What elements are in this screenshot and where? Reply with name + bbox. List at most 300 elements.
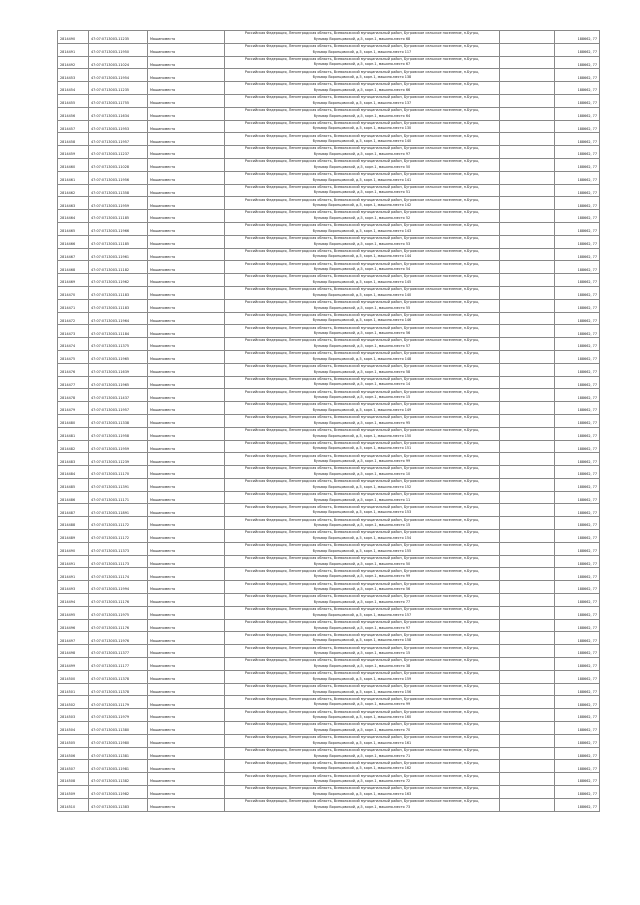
row-number: 2814472	[58, 312, 89, 325]
address-line-1: Российская Федерация, Ленинградская область, Всеволожский муниципальный район, Бугровское сельское поселение, п.Бугры,	[244, 56, 480, 61]
cadastral-number: 47:07:0713003-11184	[89, 325, 148, 338]
cadastral-number: 47:07:0713003-11179	[89, 696, 148, 709]
object-type: Машиноместо	[148, 504, 225, 517]
table-row	[58, 619, 600, 632]
cadastral-number: 47:07:0713003-11966	[89, 222, 148, 235]
postal-code: 188662, 77	[555, 56, 600, 69]
row-number: 2814498	[58, 645, 89, 658]
object-type: Машиноместо	[148, 594, 225, 607]
row-number: 2814482	[58, 440, 89, 453]
address-line-1: Российская Федерация, Ленинградская область, Всеволожский муниципальный район, Бугровское сельское поселение, п.Бугры,	[244, 415, 480, 420]
address-cell	[225, 504, 500, 517]
object-type: Машиноместо	[148, 222, 225, 235]
cadastral-number: 47:07:0713003-11981	[89, 760, 148, 773]
row-number: 2814465	[58, 222, 89, 235]
row-number: 2814487	[58, 504, 89, 517]
address-cell	[225, 760, 500, 773]
address-cell	[225, 158, 500, 171]
row-number: 2814507	[58, 760, 89, 773]
object-type: Машиноместо	[148, 338, 225, 351]
address-line-2: бульвар Воронцовский, д.5, корп.1, машино-место 57	[313, 344, 411, 349]
address-cell	[225, 402, 500, 415]
cadastral-number: 47:07:0713003-11173	[89, 555, 148, 568]
address-line-2: бульвар Воронцовский, д.5, корп.1, машино-место 14	[313, 382, 411, 387]
row-number: 2814478	[58, 389, 89, 402]
address-cell	[225, 69, 500, 82]
address-line-2: бульвар Воронцовский, д.5, корп.1, машино-место 142	[312, 203, 412, 208]
row-number: 2814464	[58, 210, 89, 223]
empty-cell	[500, 158, 555, 171]
postal-code: 188662, 77	[555, 786, 600, 799]
object-type: Машиноместо	[148, 261, 225, 274]
empty-cell	[500, 82, 555, 95]
cadastral-number: 47:07:0713003-11953	[89, 120, 148, 133]
address-line-2: бульвар Воронцовский, д.5, корп.1, машино-место 58	[313, 369, 411, 374]
cadastral-number: 47:07:0713003-11239	[89, 453, 148, 466]
address-cell	[225, 747, 500, 760]
address-line-1: Российская Федерация, Ленинградская область, Всеволожский муниципальный район, Бугровское сельское поселение, п.Бугры,	[244, 338, 480, 343]
cadastral-number: 47:07:0713003-11237	[89, 146, 148, 159]
postal-code: 188662, 77	[555, 696, 600, 709]
cadastral-number: 47:07:0713003-11437	[89, 389, 148, 402]
table-row	[58, 786, 600, 799]
row-number: 2814505	[58, 734, 89, 747]
empty-cell	[500, 286, 555, 299]
address-cell	[225, 709, 500, 722]
address-line-2: бульвар Воронцовский, д.5, корп.1, машино-место 77	[313, 599, 411, 604]
cadastral-number: 47:07:0713003-11377	[89, 645, 148, 658]
table-row	[58, 440, 600, 453]
object-type: Машиноместо	[148, 517, 225, 530]
object-type: Машиноместо	[148, 632, 225, 645]
row-number: 2814495	[58, 606, 89, 619]
cadastral-number: 47:07:0713003-11183	[89, 286, 148, 299]
address-cell	[225, 312, 500, 325]
table-row	[58, 210, 600, 223]
row-number: 2814493	[58, 581, 89, 594]
table-row	[58, 389, 600, 402]
object-type: Машиноместо	[148, 606, 225, 619]
empty-cell	[500, 632, 555, 645]
object-type: Машиноместо	[148, 760, 225, 773]
address-line-1: Российская Федерация, Ленинградская область, Всеволожский муниципальный район, Бугровское сельское поселение, п.Бугры,	[244, 376, 480, 381]
address-line-2: бульвар Воронцовский, д.5, корп.1, машино-место 158	[312, 638, 412, 643]
address-line-1: Российская Федерация, Ленинградская область, Всеволожский муниципальный район, Бугровское сельское поселение, п.Бугры,	[244, 619, 480, 624]
table-row	[58, 466, 600, 479]
table-row	[58, 760, 600, 773]
table-row	[58, 248, 600, 261]
postal-code: 188662, 77	[555, 197, 600, 210]
address-line-2: бульвар Воронцовский, д.5, корп.1, машино-место 51	[313, 190, 411, 195]
table-row	[58, 414, 600, 427]
cadastral-number: 47:07:0713003-11961	[89, 248, 148, 261]
empty-cell	[500, 747, 555, 760]
address-cell	[225, 120, 500, 133]
address-line-2: бульвар Воронцовский, д.5, корп.1, машино-место 15	[313, 651, 411, 656]
table-row	[58, 427, 600, 440]
address-line-2: бульвар Воронцовский, д.5, корп.1, машино-место 71	[313, 753, 411, 758]
cadastral-number: 47:07:0713003-11174	[89, 568, 148, 581]
cadastral-number: 47:07:0713003-11028	[89, 158, 148, 171]
address-cell	[225, 31, 500, 44]
postal-code: 188662, 77	[555, 606, 600, 619]
address-line-1: Российская Федерация, Ленинградская область, Всеволожский муниципальный район, Бугровское сельское поселение, п.Бугры,	[244, 82, 480, 87]
postal-code: 188662, 77	[555, 82, 600, 95]
address-line-1: Российская Федерация, Ленинградская область, Всеволожский муниципальный район, Бугровское сельское поселение, п.Бугры,	[244, 466, 480, 471]
table-row	[58, 453, 600, 466]
address-cell	[225, 414, 500, 427]
registry-page	[57, 30, 597, 812]
empty-cell	[500, 517, 555, 530]
postal-code: 188662, 77	[555, 414, 600, 427]
address-line-1: Российская Федерация, Ленинградская область, Всеволожский муниципальный район, Бугровское сельское поселение, п.Бугры,	[244, 223, 480, 228]
object-type: Машиноместо	[148, 133, 225, 146]
row-number: 2814471	[58, 299, 89, 312]
empty-cell	[500, 325, 555, 338]
address-line-1: Российская Федерация, Ленинградская область, Всеволожский муниципальный район, Бугровское сельское поселение, п.Бугры,	[244, 799, 480, 804]
empty-cell	[500, 709, 555, 722]
cadastral-number: 47:07:0713003-11954	[89, 69, 148, 82]
row-number: 2814461	[58, 171, 89, 184]
object-type: Машиноместо	[148, 107, 225, 120]
address-cell	[225, 389, 500, 402]
object-type: Машиноместо	[148, 568, 225, 581]
address-line-2: бульвар Воронцовский, д.5, корп.1, машино-место 161	[312, 740, 412, 745]
cadastral-number: 47:07:0713003-11358	[89, 184, 148, 197]
object-type: Машиноместо	[148, 709, 225, 722]
empty-cell	[500, 350, 555, 363]
cadastral-number: 47:07:0713003-11176	[89, 619, 148, 632]
empty-cell	[500, 555, 555, 568]
empty-cell	[500, 261, 555, 274]
address-line-1: Российская Федерация, Ленинградская область, Всеволожский муниципальный район, Бугровское сельское поселение, п.Бугры,	[244, 159, 480, 164]
table-row	[58, 376, 600, 389]
cadastral-number: 47:07:0713003-11171	[89, 491, 148, 504]
address-line-2: бульвар Воронцовский, д.5, корп.1, машино-место 159	[312, 676, 412, 681]
postal-code: 188662, 77	[555, 248, 600, 261]
address-cell	[225, 645, 500, 658]
object-type: Машиноместо	[148, 197, 225, 210]
row-number: 2814460	[58, 158, 89, 171]
object-type: Машиноместо	[148, 56, 225, 69]
empty-cell	[500, 197, 555, 210]
table-row	[58, 683, 600, 696]
address-cell	[225, 261, 500, 274]
empty-cell	[500, 568, 555, 581]
address-line-1: Российская Федерация, Ленинградская область, Всеволожский муниципальный район, Бугровское сельское поселение, п.Бугры,	[244, 683, 480, 688]
cadastral-number: 47:07:0713003-11962	[89, 274, 148, 287]
address-line-1: Российская Федерация, Ленинградская область, Всеволожский муниципальный район, Бугровское сельское поселение, п.Бугры,	[244, 364, 480, 369]
row-number: 2814479	[58, 402, 89, 415]
table-row	[58, 69, 600, 82]
table-row	[58, 197, 600, 210]
address-cell	[225, 478, 500, 491]
postal-code: 188662, 77	[555, 619, 600, 632]
object-type: Машиноместо	[148, 274, 225, 287]
table-row	[58, 146, 600, 159]
cadastral-number: 47:07:0713003-11976	[89, 632, 148, 645]
cadastral-number: 47:07:0713003-11391	[89, 478, 148, 491]
cadastral-number: 47:07:0713003-11980	[89, 734, 148, 747]
cadastral-number: 47:07:0713003-11338	[89, 414, 148, 427]
cadastral-number: 47:07:0713003-11956	[89, 171, 148, 184]
table-row	[58, 350, 600, 363]
row-number: 2814509	[58, 786, 89, 799]
address-line-2: бульвар Воронцовский, д.5, корп.1, машино-место 64	[313, 113, 411, 118]
postal-code: 188662, 77	[555, 69, 600, 82]
table-row	[58, 581, 600, 594]
table-row	[58, 517, 600, 530]
postal-code: 188662, 77	[555, 222, 600, 235]
object-type: Машиноместо	[148, 325, 225, 338]
table-row	[58, 325, 600, 338]
table-row	[58, 107, 600, 120]
object-type: Машиноместо	[148, 94, 225, 107]
address-cell	[225, 325, 500, 338]
address-cell	[225, 466, 500, 479]
address-line-2: бульвар Воронцовский, д.5, корп.1, машино-место 10	[313, 471, 411, 476]
empty-cell	[500, 734, 555, 747]
object-type: Машиноместо	[148, 235, 225, 248]
address-line-1: Российская Федерация, Ленинградская область, Всеволожский муниципальный район, Бугровское сельское поселение, п.Бугры,	[244, 555, 480, 560]
postal-code: 188662, 77	[555, 184, 600, 197]
empty-cell	[500, 466, 555, 479]
object-type: Машиноместо	[148, 414, 225, 427]
address-line-2: бульвар Воронцовский, д.5, корп.1, машино-место 97	[313, 625, 411, 630]
cadastral-number: 47:07:0713003-11176	[89, 594, 148, 607]
address-cell	[225, 222, 500, 235]
address-line-2: бульвар Воронцовский, д.5, корп.1, машино-место 141	[312, 177, 412, 182]
cadastral-number: 47:07:0713003-11755	[89, 94, 148, 107]
address-line-1: Российская Федерация, Ленинградская область, Всеволожский муниципальный район, Бугровское сельское поселение, п.Бугры,	[244, 530, 480, 535]
empty-cell	[500, 312, 555, 325]
address-line-2: бульвар Воронцовский, д.5, корп.1, машино-место 148	[312, 356, 412, 361]
empty-cell	[500, 696, 555, 709]
object-type: Машиноместо	[148, 747, 225, 760]
address-line-2: бульвар Воронцовский, д.5, корп.1, машино-место 99	[313, 459, 411, 464]
row-number: 2814488	[58, 517, 89, 530]
empty-cell	[500, 760, 555, 773]
object-type: Машиноместо	[148, 683, 225, 696]
row-number: 2814469	[58, 274, 89, 287]
address-line-2: бульвар Воронцовский, д.5, корп.1, машино-место 157	[312, 612, 412, 617]
row-number: 2814490	[58, 542, 89, 555]
postal-code: 188662, 77	[555, 338, 600, 351]
address-line-2: бульвар Воронцовский, д.5, корп.1, машино-место 143	[312, 228, 412, 233]
address-line-1: Российская Федерация, Ленинградская область, Всеволожский муниципальный район, Бугровское сельское поселение, п.Бугры,	[244, 440, 480, 445]
postal-code: 188662, 77	[555, 133, 600, 146]
address-line-1: Российская Федерация, Ленинградская область, Всеволожский муниципальный район, Бугровское сельское поселение, п.Бугры,	[244, 261, 480, 266]
address-line-2: бульвар Воронцовский, д.5, корп.1, машино-место 11	[313, 497, 411, 502]
row-number: 2814485	[58, 478, 89, 491]
table-row	[58, 261, 600, 274]
address-line-2: бульвар Воронцовский, д.5, корп.1, машино-место 54	[313, 267, 411, 272]
address-line-2: бульвар Воронцовский, д.5, корп.1, машино-место 149	[312, 408, 412, 412]
empty-cell	[500, 786, 555, 799]
row-number: 2814508	[58, 773, 89, 786]
postal-code: 188662, 77	[555, 210, 600, 223]
row-number: 2814491	[58, 43, 89, 56]
address-line-2: бульвар Воронцовский, д.5, корп.1, машино-место 130	[312, 126, 412, 131]
table-row	[58, 43, 600, 56]
address-line-1: Российская Федерация, Ленинградская область, Всеволожский муниципальный район, Бугровское сельское поселение, п.Бугры,	[244, 479, 480, 484]
empty-cell	[500, 146, 555, 159]
object-type: Машиноместо	[148, 645, 225, 658]
postal-code: 188662, 77	[555, 94, 600, 107]
address-line-2: бульвар Воронцовский, д.5, корп.1, машино-место 145	[312, 280, 412, 285]
address-cell	[225, 542, 500, 555]
postal-code: 188662, 77	[555, 235, 600, 248]
postal-code: 188662, 77	[555, 107, 600, 120]
empty-cell	[500, 478, 555, 491]
postal-code: 188662, 77	[555, 312, 600, 325]
address-cell	[225, 146, 500, 159]
address-cell	[225, 94, 500, 107]
address-line-1: Российская Федерация, Ленинградская область, Всеволожский муниципальный район, Бугровское сельское поселение, п.Бугры,	[244, 133, 480, 138]
address-line-2: бульвар Воронцовский, д.5, корп.1, машино-место 55	[313, 305, 411, 310]
address-line-1: Российская Федерация, Ленинградская область, Всеволожский муниципальный район, Бугровское сельское поселение, п.Бугры,	[244, 607, 480, 612]
empty-cell	[500, 581, 555, 594]
address-cell	[225, 683, 500, 696]
address-line-2: бульвар Воронцовский, д.5, корп.1, машино-место 15	[313, 523, 411, 528]
address-line-1: Российская Федерация, Ленинградская область, Всеволожский муниципальный район, Бугровское сельское поселение, п.Бугры,	[244, 351, 480, 356]
address-line-1: Российская Федерация, Ленинградская область, Всеволожский муниципальный район, Бугровское сельское поселение, п.Бугры,	[244, 722, 480, 727]
cadastral-number: 47:07:0713003-11183	[89, 299, 148, 312]
address-line-2: бульвар Воронцовский, д.5, корп.1, машино-место 68	[313, 36, 411, 41]
address-line-2: бульвар Воронцовский, д.5, корп.1, машино-место 153	[312, 510, 412, 515]
address-line-1: Российская Федерация, Ленинградская область, Всеволожский муниципальный район, Бугровское сельское поселение, п.Бугры,	[244, 287, 480, 292]
object-type: Машиноместо	[148, 31, 225, 44]
object-type: Машиноместо	[148, 491, 225, 504]
postal-code: 188662, 77	[555, 363, 600, 376]
address-line-2: бульвар Воронцовский, д.5, корп.1, машино-место 72	[313, 779, 411, 784]
row-number: 2814462	[58, 184, 89, 197]
empty-cell	[500, 670, 555, 683]
address-cell	[225, 619, 500, 632]
table-row	[58, 658, 600, 671]
object-type: Машиноместо	[148, 542, 225, 555]
row-number: 2814491	[58, 568, 89, 581]
address-line-1: Российская Федерация, Ленинградская область, Всеволожский муниципальный район, Бугровское сельское поселение, п.Бугры,	[244, 453, 480, 458]
row-number: 2814470	[58, 286, 89, 299]
row-number: 2814456	[58, 107, 89, 120]
cadastral-number: 47:07:0713003-11957	[89, 133, 148, 146]
postal-code: 188662, 77	[555, 453, 600, 466]
object-type: Машиноместо	[148, 171, 225, 184]
address-line-2: бульвар Воронцовский, д.5, корп.1, машино-место 50	[313, 164, 411, 169]
empty-cell	[500, 363, 555, 376]
table-row	[58, 594, 600, 607]
address-line-1: Российская Федерация, Ленинградская область, Всеволожский муниципальный район, Бугровское сельское поселение, п.Бугры,	[244, 773, 480, 778]
row-number: 2814459	[58, 146, 89, 159]
object-type: Машиноместо	[148, 43, 225, 56]
row-number: 2814453	[58, 69, 89, 82]
table-row	[58, 670, 600, 683]
address-line-1: Российская Федерация, Ленинградская область, Всеволожский муниципальный район, Бугровское сельское поселение, п.Бугры,	[244, 594, 480, 599]
row-number: 2814503	[58, 709, 89, 722]
empty-cell	[500, 453, 555, 466]
cadastral-number: 47:07:0713003-11950	[89, 43, 148, 56]
object-type: Машиноместо	[148, 530, 225, 543]
table-row	[58, 286, 600, 299]
address-cell	[225, 734, 500, 747]
object-type: Машиноместо	[148, 312, 225, 325]
row-number: 2814486	[58, 491, 89, 504]
cadastral-number: 47:07:0713003-11959	[89, 440, 148, 453]
address-line-1: Российская Федерация, Ленинградская область, Всеволожский муниципальный район, Бугровское сельское поселение, п.Бугры,	[244, 786, 480, 791]
address-line-1: Российская Федерация, Ленинградская область, Всеволожский муниципальный район, Бугровское сельское поселение, п.Бугры,	[244, 325, 480, 330]
postal-code: 188662, 77	[555, 530, 600, 543]
address-cell	[225, 43, 500, 56]
address-line-1: Российская Федерация, Ленинградская область, Всеволожский муниципальный район, Бугровское сельское поселение, п.Бугры,	[244, 709, 480, 714]
table-row	[58, 299, 600, 312]
cadastral-number: 47:07:0713003-11381	[89, 747, 148, 760]
postal-code: 188662, 77	[555, 722, 600, 735]
object-type: Машиноместо	[148, 555, 225, 568]
address-line-2: бульвар Воронцовский, д.5, корп.1, машино-место 144	[312, 254, 412, 259]
cadastral-number: 47:07:0713003-11375	[89, 338, 148, 351]
address-cell	[225, 530, 500, 543]
address-cell	[225, 197, 500, 210]
postal-code: 188662, 77	[555, 171, 600, 184]
cadastral-number: 47:07:0713003-11378	[89, 670, 148, 683]
address-cell	[225, 696, 500, 709]
address-line-2: бульвар Воронцовский, д.5, корп.1, машино-место 151	[312, 446, 412, 451]
row-number: 2814468	[58, 261, 89, 274]
address-line-2: бульвар Воронцовский, д.5, корп.1, машино-место 56	[313, 587, 411, 592]
postal-code: 188662, 77	[555, 274, 600, 287]
empty-cell	[500, 414, 555, 427]
empty-cell	[500, 171, 555, 184]
table-row	[58, 94, 600, 107]
postal-code: 188662, 77	[555, 261, 600, 274]
empty-cell	[500, 722, 555, 735]
address-cell	[225, 299, 500, 312]
table-row	[58, 722, 600, 735]
address-line-1: Российская Федерация, Ленинградская область, Всеволожский муниципальный район, Бугровское сельское поселение, п.Бугры,	[244, 517, 480, 522]
cadastral-number: 47:07:0713003-11380	[89, 722, 148, 735]
postal-code: 188662, 77	[555, 517, 600, 530]
table-row	[58, 773, 600, 786]
empty-cell	[500, 43, 555, 56]
address-cell	[225, 594, 500, 607]
object-type: Машиноместо	[148, 184, 225, 197]
address-cell	[225, 606, 500, 619]
row-number: 2814504	[58, 722, 89, 735]
table-row	[58, 184, 600, 197]
address-line-1: Российская Федерация, Ленинградская область, Всеволожский муниципальный район, Бугровское сельское поселение, п.Бугры,	[244, 760, 480, 765]
empty-cell	[500, 133, 555, 146]
object-type: Машиноместо	[148, 773, 225, 786]
postal-code: 188662, 77	[555, 760, 600, 773]
address-cell	[225, 632, 500, 645]
cadastral-number: 47:07:0713003-11170	[89, 466, 148, 479]
address-cell	[225, 773, 500, 786]
cadastral-number: 47:07:0713003-11979	[89, 709, 148, 722]
address-cell	[225, 786, 500, 799]
address-line-1: Российская Федерация, Ленинградская область, Всеволожский муниципальный район, Бугровское сельское поселение, п.Бугры,	[244, 300, 480, 305]
postal-code: 188662, 77	[555, 120, 600, 133]
address-line-1: Российская Федерация, Ленинградская область, Всеволожский муниципальный район, Бугровское сельское поселение, п.Бугры,	[244, 248, 480, 253]
address-line-2: бульвар Воронцовский, д.5, корп.1, машино-место 162	[312, 766, 412, 771]
empty-cell	[500, 184, 555, 197]
address-cell	[225, 171, 500, 184]
row-number: 2814476	[58, 363, 89, 376]
table-row	[58, 402, 600, 415]
postal-code: 188662, 77	[555, 286, 600, 299]
cadastral-number: 47:07:0713003-11172	[89, 530, 148, 543]
address-cell	[225, 555, 500, 568]
